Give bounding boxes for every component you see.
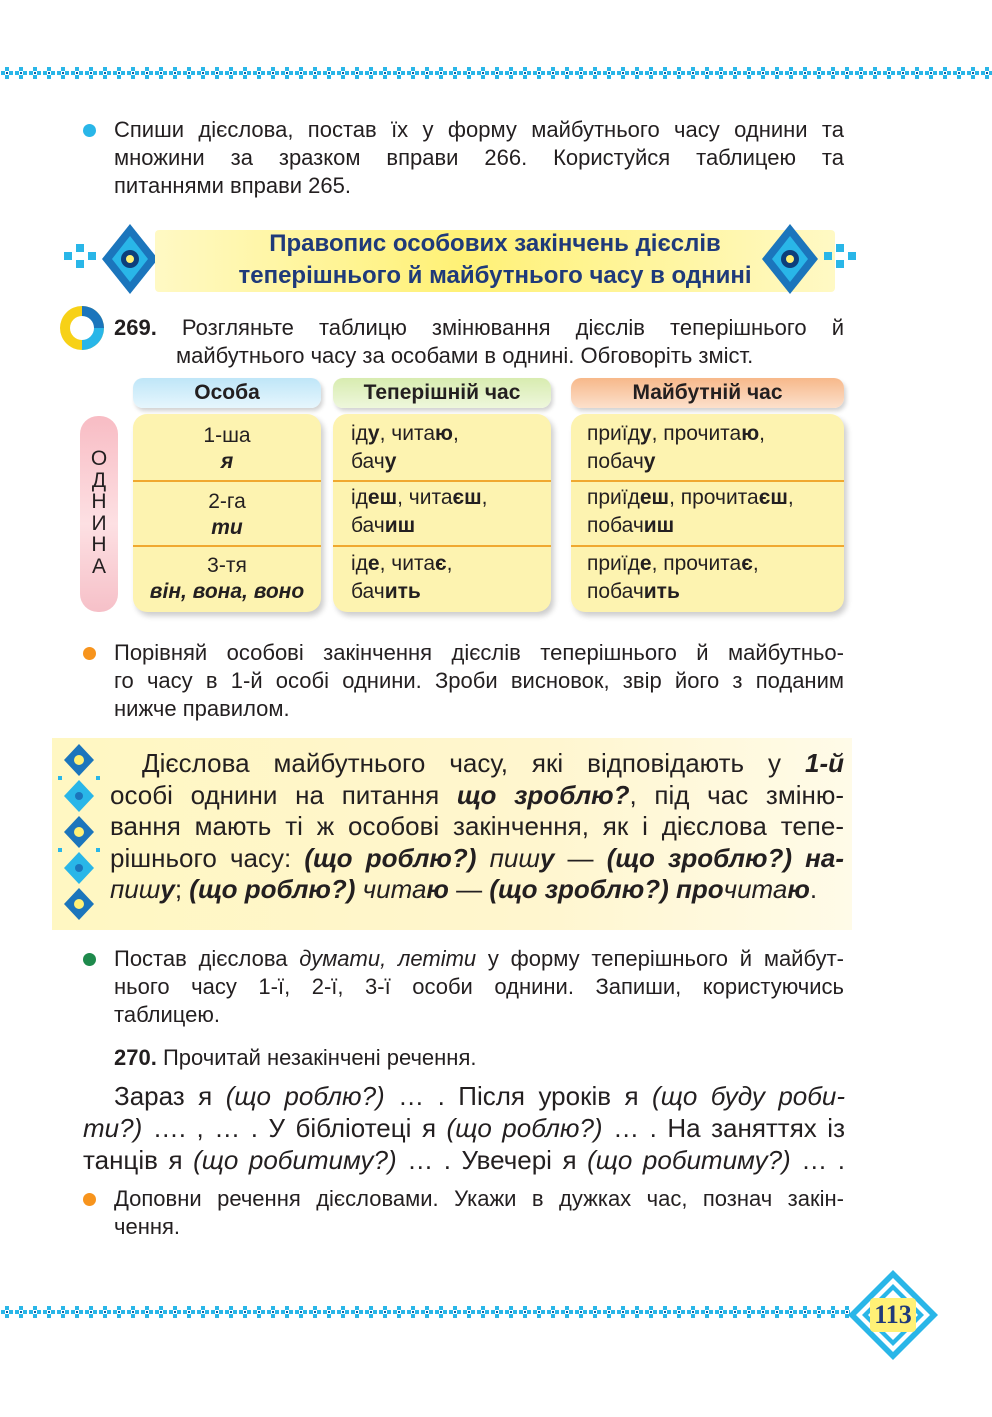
compare-line: нижче правилом. [114, 696, 290, 721]
header-person: Особа [133, 378, 321, 408]
present-column [333, 414, 551, 612]
present-row-2: ідеш, читаєш, бачиш [351, 486, 488, 537]
unfinished-sentences [83, 1080, 845, 1176]
pronoun-1: я [220, 450, 234, 473]
side-letter: Д [91, 468, 107, 492]
sentence-line: Зараз я (що роблю?) … . Після уроків я (що буду роби- [114, 1081, 845, 1111]
present-row-1: іду, читаю, бачу [351, 422, 459, 473]
right-ornament-icon [760, 222, 860, 296]
side-letter: И [91, 511, 107, 535]
rule-line: пишу; (що роблю?) читаю — (що зроблю?) прочитаю. [110, 874, 818, 904]
put-line: Постав дієслова думати, летіти у форму теперішнього й майбут- [114, 946, 844, 971]
intro-task-line: Спиши дієслова, постав їх у форму майбутнього часу однини та [114, 117, 844, 142]
singular-side-label [80, 416, 118, 612]
ex269-text: майбутнього часу за особами в однині. Обговоріть зміст. [176, 343, 754, 368]
intro-task-line: множини за зразком вправи 266. Користуйся таблицею та [114, 145, 844, 170]
intro-task [114, 116, 844, 200]
page-number: 113 [874, 1300, 912, 1329]
left-ornament-icon [60, 222, 160, 296]
exercise-270 [114, 1044, 844, 1072]
rule-line: рішнього часу: (що роблю?) пишу — (що зроблю?) на- [110, 842, 844, 873]
future-column [571, 414, 844, 612]
heading-title [155, 228, 835, 292]
bullet-green [83, 953, 96, 966]
future-row-3: приїде, прочитає, побачить [587, 552, 759, 603]
person-column [133, 414, 321, 612]
page-number-badge [846, 1268, 940, 1362]
compare-line: Порівняй особові закінчення дієслів теперішнього й майбутньо- [114, 640, 844, 665]
ex269-text: Розгляньте таблицю змінювання дієслів теперішнього й [181, 315, 844, 340]
bullet-orange [83, 647, 96, 660]
heading-line: теперішнього й майбутнього часу в однині [238, 262, 752, 289]
exercise-269 [114, 314, 844, 370]
person-2: 2-га [208, 490, 246, 513]
person-1: 1-ша [203, 424, 251, 447]
put-line: таблицею. [114, 1002, 221, 1027]
ex270-text: Прочитай незакінчені речення. [162, 1045, 477, 1070]
section-heading [60, 222, 860, 296]
present-row-3: іде, читає, бачить [351, 552, 453, 603]
vertical-ornament-icon [56, 740, 102, 928]
side-letter: Н [91, 533, 107, 556]
rule-line: вання мають ті ж особові закінчення, як і дієслова тепе- [110, 811, 844, 841]
discussion-icon [58, 304, 106, 352]
side-letter: А [91, 554, 106, 578]
header-future: Майбутній час [571, 378, 844, 408]
fill-line: Доповни речення дієсловами. Укажи в дужках час, познач закін- [114, 1186, 844, 1211]
future-row-2: приїдеш, прочитаєш, побачиш [587, 486, 794, 537]
compare-task [114, 639, 844, 723]
exercise-number: 269. [114, 315, 157, 340]
exercise-number: 270. [114, 1045, 157, 1070]
ex269-line-1 [114, 314, 844, 342]
rule-text [110, 748, 844, 906]
pronoun-3: він, вона, воно [149, 580, 305, 603]
rule-line: Дієслова майбутнього часу, які відповідають у 1-й [142, 748, 844, 778]
compare-line: го часу в 1-й особі однини. Зроби висновок, звір його з поданим [114, 668, 844, 693]
pronoun-2: ти [211, 516, 243, 539]
future-row-1: приїду, прочитаю, побачу [587, 422, 766, 473]
top-border-ornament [0, 66, 992, 80]
fill-task [114, 1185, 844, 1241]
intro-task-line: питаннями вправи 265. [114, 173, 351, 198]
heading-line: Правопис особових закінчень дієслів [269, 230, 721, 257]
side-letter: Н [91, 490, 107, 513]
rule-line: особі однини на питання що зроблю?, під час зміню- [110, 779, 844, 810]
header-present: Теперішній час [333, 378, 551, 408]
fill-line: чення. [114, 1214, 181, 1239]
put-line: нього часу 1-ї, 2-ї, 3-ї особи однини. Запиши, користуючись [114, 974, 844, 999]
side-letter: О [90, 447, 108, 470]
person-3: 3-тя [207, 554, 247, 577]
sentence-line: ти?) …. , … . У бібліотеці я (що роблю?) … . На заняттях із [83, 1113, 845, 1143]
put-task [114, 945, 844, 1029]
bullet-blue [83, 124, 96, 137]
bullet-orange [83, 1193, 96, 1206]
sentence-line: танців я (що робитиму?) … . Увечері я (що робитиму?) … . [83, 1145, 846, 1175]
bottom-border-ornament [0, 1305, 850, 1319]
